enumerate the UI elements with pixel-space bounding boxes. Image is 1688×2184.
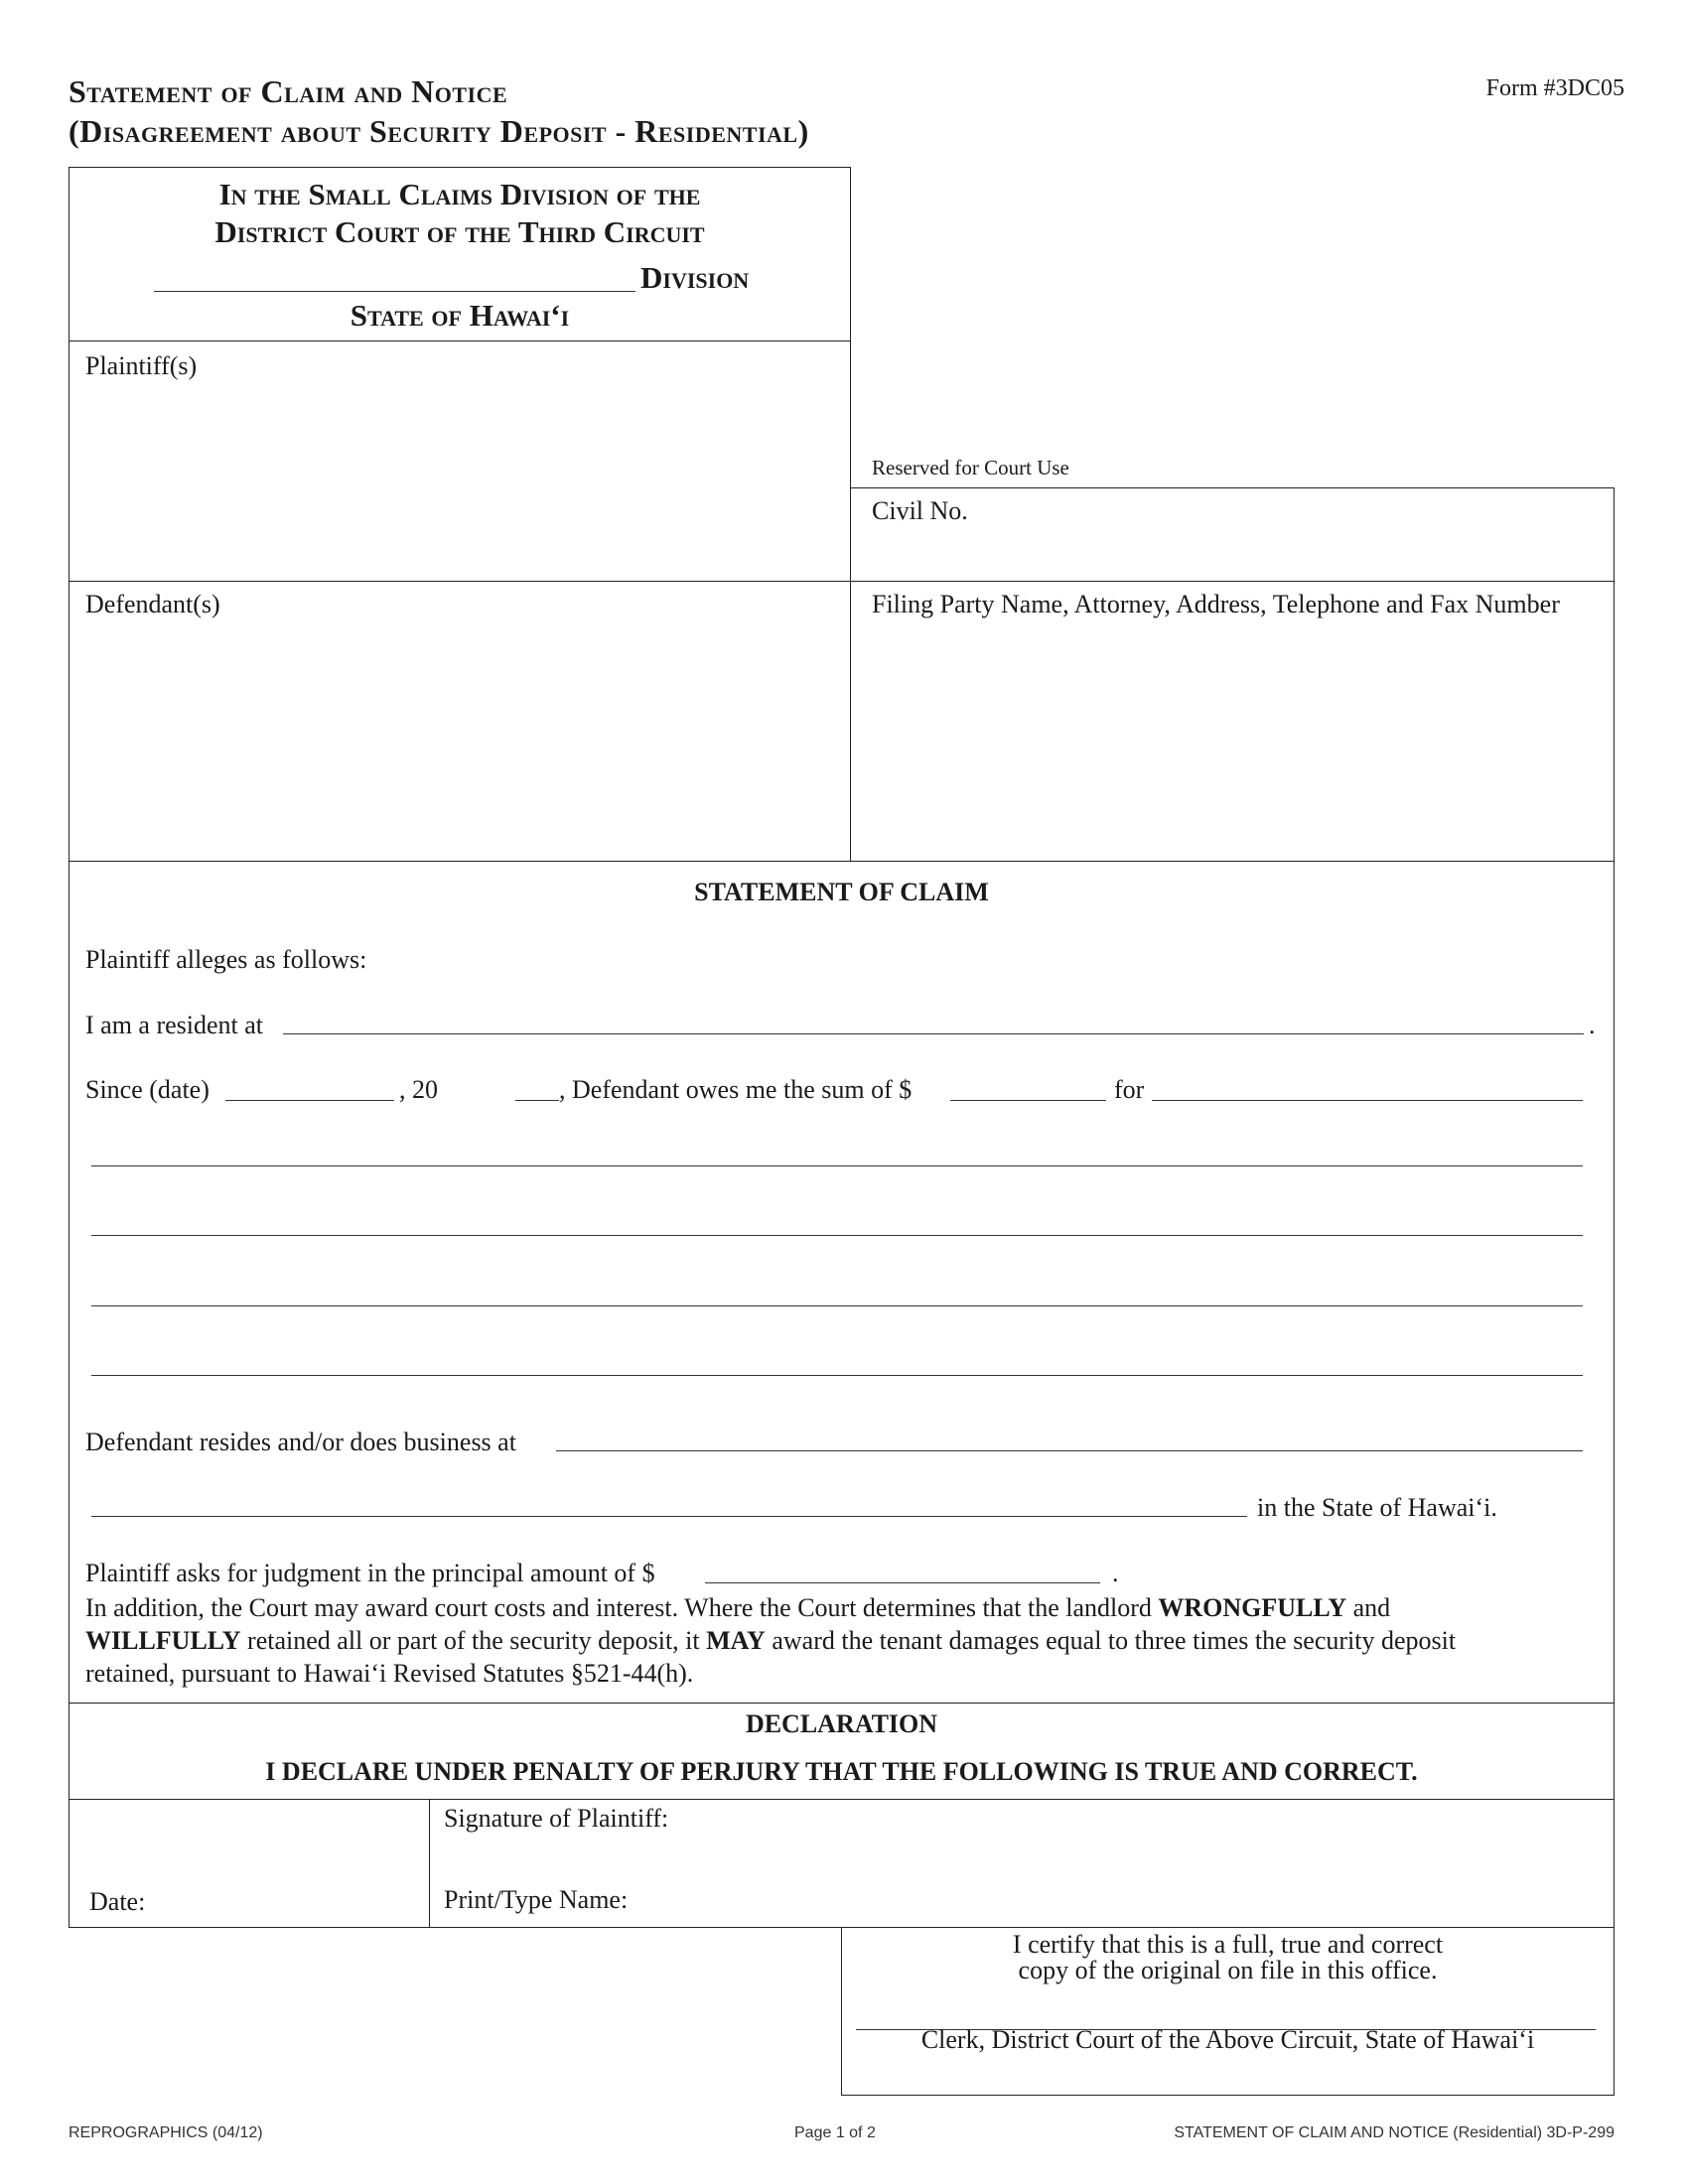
year-field[interactable] — [515, 1100, 559, 1101]
declaration-statement: I DECLARE UNDER PENALTY OF PERJURY THAT THE FOLLOWING IS TRUE AND CORRECT. — [265, 1757, 1418, 1786]
resident-end: . — [1589, 1011, 1596, 1039]
reason-line-2[interactable] — [91, 1235, 1583, 1236]
for-label: for — [1114, 1075, 1145, 1104]
footer-form-id: STATEMENT OF CLAIM AND NOTICE (Residential) 3D-P-299 — [1174, 2124, 1615, 2141]
defendant-address-field[interactable] — [556, 1450, 1583, 1451]
filing-party-box[interactable] — [850, 581, 1615, 862]
reason-line-3[interactable] — [91, 1305, 1583, 1306]
notice-paragraph — [85, 1591, 1605, 1690]
reserved-label: Reserved for Court Use — [872, 456, 1069, 479]
footer-page-number: Page 1 of 2 — [794, 2124, 876, 2141]
certify-line2: copy of the original on file in this office. — [1018, 1956, 1438, 1984]
certification-box — [841, 1927, 1615, 2096]
defendant-resides-label: Defendant resides and/or does business at — [85, 1428, 516, 1456]
notice-line2 — [85, 1624, 1605, 1657]
civil-no-box[interactable] — [850, 487, 1615, 582]
notice-text-3: retained all or part of the security deposit, it — [240, 1626, 707, 1655]
form-title-line2: (Disagreement about Security Deposit - Residential) — [69, 113, 809, 149]
notice-bold-willfully: WILLFULLY — [85, 1626, 241, 1655]
date-box[interactable] — [69, 1799, 430, 1928]
certify-line1: I certify that this is a full, true and correct — [1012, 1930, 1444, 1959]
notice-text-4: award the tenant damages equal to three times the security deposit — [765, 1626, 1457, 1655]
print-name-label: Print/Type Name: — [444, 1885, 629, 1914]
court-name — [70, 176, 850, 251]
reason-field[interactable] — [1152, 1100, 1583, 1101]
filing-party-label: Filing Party Name, Attorney, Address, Telephone and Fax Number — [872, 590, 1560, 618]
judgment-end: . — [1112, 1559, 1119, 1587]
signature-box[interactable] — [429, 1799, 1615, 1928]
notice-text-1: In addition, the Court may award court costs and interest. Where the Court determines that the landlord — [85, 1593, 1159, 1622]
plaintiff-label: Plaintiff(s) — [85, 351, 198, 380]
resident-label: I am a resident at — [85, 1011, 264, 1039]
form-number: Form #3DC05 — [1485, 75, 1624, 101]
certify-text — [842, 1932, 1614, 1983]
state-name: State of Hawai‘i — [350, 298, 570, 333]
notice-line1 — [85, 1591, 1605, 1624]
footer-reprographics: REPROGRAPHICS (04/12) — [69, 2124, 263, 2141]
since-date-field[interactable] — [225, 1100, 394, 1101]
court-line2: District Court of the Third Circuit — [214, 214, 705, 249]
reason-line-4[interactable] — [91, 1375, 1583, 1376]
judgment-label: Plaintiff asks for judgment in the principal amount of $ — [85, 1559, 655, 1587]
reason-line-1[interactable] — [91, 1165, 1583, 1166]
signature-label: Signature of Plaintiff: — [444, 1804, 669, 1833]
civil-no-label: Civil No. — [872, 496, 968, 525]
form-title — [69, 71, 809, 151]
date-label: Date: — [89, 1887, 146, 1916]
judgment-amount-field[interactable] — [705, 1582, 1100, 1583]
statement-of-claim-section — [69, 861, 1615, 1704]
notice-bold-wrongfully: WRONGFULLY — [1158, 1593, 1347, 1622]
clerk-label: Clerk, District Court of the Above Circuit, State of Hawai‘i — [920, 2025, 1535, 2054]
division-blank[interactable] — [154, 291, 635, 292]
year-prefix: , 20 — [399, 1075, 438, 1104]
notice-line3: retained, pursuant to Hawai‘i Revised Statutes §521-44(h). — [85, 1659, 694, 1688]
division-label: Division — [640, 260, 750, 295]
notice-text-2: and — [1346, 1593, 1391, 1622]
plaintiff-box[interactable] — [69, 341, 851, 582]
owes-label: , Defendant owes me the sum of $ — [559, 1075, 913, 1104]
form-title-line1: Statement of Claim and Notice — [69, 73, 508, 109]
defendant-address-line-2[interactable] — [91, 1516, 1247, 1517]
in-state-label: in the State of Hawai‘i. — [1257, 1493, 1497, 1522]
notice-bold-may: MAY — [706, 1626, 766, 1655]
defendant-box[interactable] — [69, 581, 851, 862]
court-line1: In the Small Claims Division of the — [218, 177, 701, 211]
amount-owed-field[interactable] — [950, 1100, 1106, 1101]
alleges-text: Plaintiff alleges as follows: — [85, 945, 367, 974]
court-caption-box — [69, 167, 851, 341]
declaration-section — [69, 1703, 1615, 1800]
resident-address-field[interactable] — [283, 1033, 1584, 1034]
claim-heading: STATEMENT OF CLAIM — [694, 878, 989, 906]
defendant-label: Defendant(s) — [85, 590, 220, 618]
declaration-heading: DECLARATION — [745, 1709, 938, 1738]
since-date-label: Since (date) — [85, 1075, 210, 1104]
